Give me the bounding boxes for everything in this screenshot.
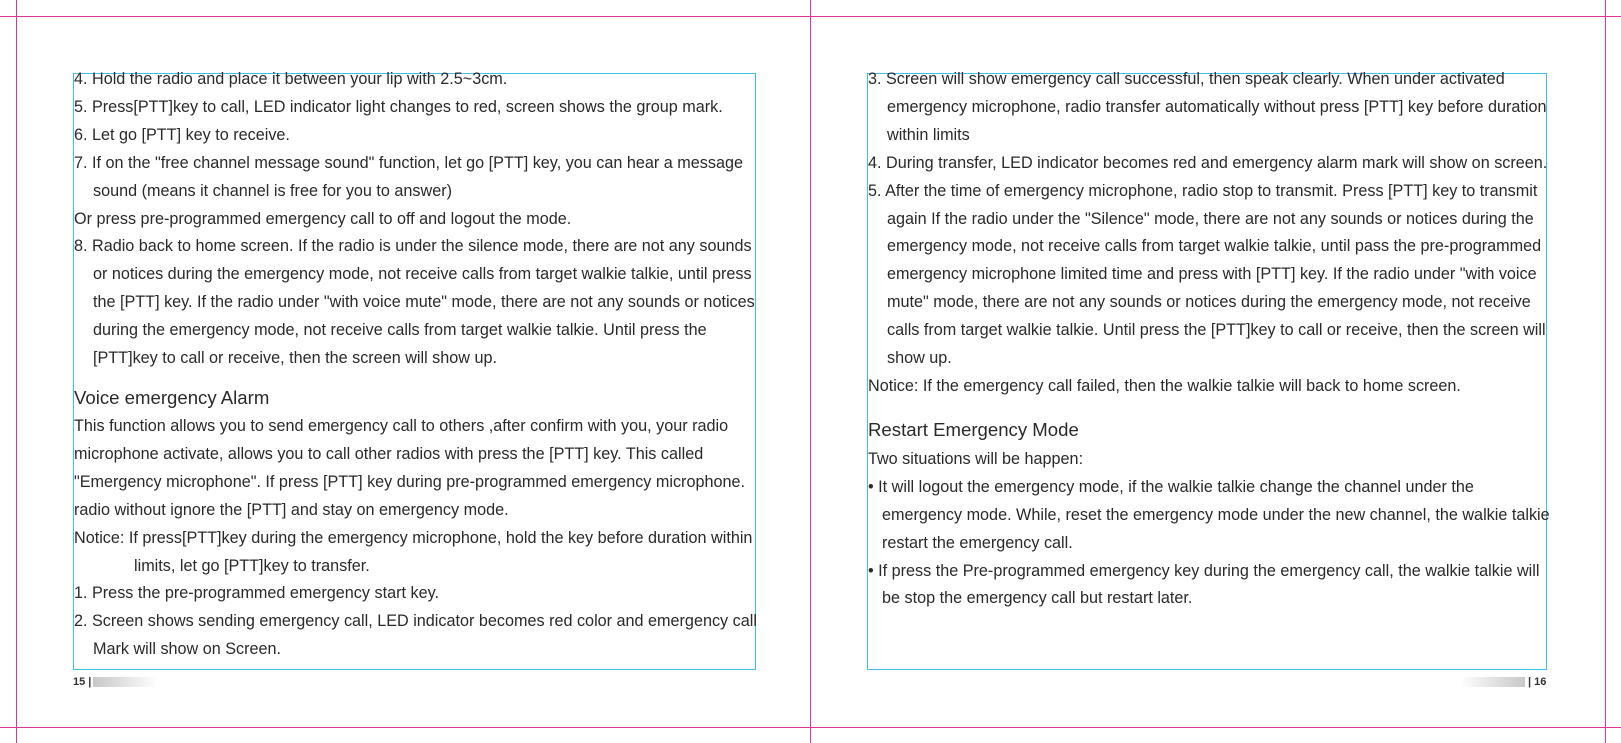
paragraph: Notice: If press[PTT]key during the emergency microphone, hold the key before duration within limits, let go [PTT]key to transfer. (74, 528, 753, 575)
crop-mark-left (16, 0, 17, 743)
paragraph: 4. Hold the radio and place it between your lip with 2.5~3cm. (74, 70, 508, 88)
spine-mark (810, 0, 811, 743)
paragraph: 5. After the time of emergency microphone, radio stop to transmit. Press [PTT] key to transmit again If the radio under the "Silence" mode, there are not any sounds or notices during the emergency mode, not receive calls from target walkie talkie, until pass the pre-programmed emergency microphone limited time and press with [PTT] key. If the radio under "with voice mute" mode, there are not any sounds or notices during the emergency mode, not receive calls from target walkie talkie. Until press the [PTT]key to call or receive, then the screen will show up. (868, 181, 1546, 368)
paragraph: Notice: If the emergency call failed, then the walkie talkie will back to home screen. (868, 376, 1461, 395)
paragraph: 8. Radio back to home screen. If the radio is under the silence mode, there are not any sounds or notices during the emergency mode, not receive calls from target walkie talkie, until press the [PTT] key. If the radio under "with voice mute" mode, there are not any sounds or notices during the emergency mode, not receive calls from target walkie talkie. Until press the [PTT]key to call or receive, then the screen will show up. (74, 237, 755, 368)
paragraph: 6. Let go [PTT] key to receive. (74, 125, 290, 144)
right-page-text (868, 66, 1556, 613)
section-heading: Voice emergency Alarm (74, 386, 270, 408)
page-bar-right (1460, 677, 1525, 687)
paragraph: 1. Press the pre-programmed emergency start key. (74, 584, 439, 603)
paragraph: This function allows you to send emergency call to others ,after confirm with you, your radio microphone activate, allows you to call other radios with press the [PTT] key. This called "Emergency microphone". If press [PTT] key during pre-programmed emergency microphone. radio without ignore the [PTT] and stay on emergency mode. (74, 416, 745, 519)
paragraph: 7. If on the "free channel message sound" function, let go [PTT] key, you can hear a message sound (means it channel is free for you to answer) (74, 153, 743, 200)
section-heading: Restart Emergency Mode (868, 418, 1079, 440)
paragraph: • It will logout the emergency mode, if the walkie talkie change the channel under the emergency mode. While, reset the emergency mode under the new channel, the walkie talkie restart the emergency call. (868, 477, 1550, 552)
paragraph: 3. Screen will show emergency call successful, then speak clearly. When under activated emergency microphone, radio transfer automatically without press [PTT] key before duration within limits (868, 70, 1547, 144)
paragraph: Two situations will be happen: (868, 449, 1084, 468)
paragraph: 4. During transfer, LED indicator becomes red and emergency alarm mark will show on screen. (868, 153, 1548, 172)
left-page-text (74, 66, 758, 664)
paragraph: Or press pre-programmed emergency call to off and logout the mode. (74, 209, 572, 228)
paragraph: 5. Press[PTT]key to call, LED indicator light changes to red, screen shows the group mark. (74, 97, 723, 116)
page-number-right: | 16 (1528, 676, 1547, 688)
paragraph: • If press the Pre-programmed emergency key during the emergency call, the walkie talkie will be stop the emergency call but restart later. (868, 561, 1540, 608)
paragraph: 2. Screen shows sending emergency call, LED indicator becomes red color and emergency call Mark will show on Screen. (74, 612, 757, 659)
page-number-left: 15 | (73, 676, 92, 688)
crop-mark-right (1605, 0, 1606, 743)
page-bar-left (93, 677, 158, 687)
